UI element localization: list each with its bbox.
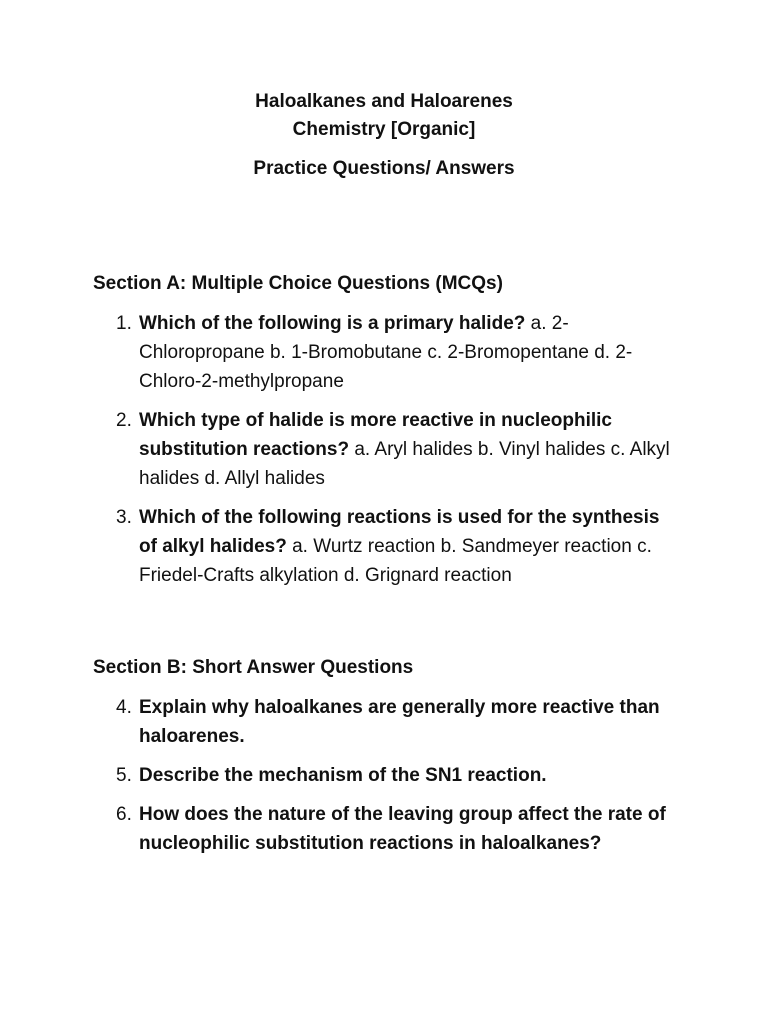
question-item — [0, 406, 674, 493]
question-text: Which of the following is a primary halide? — [139, 313, 526, 334]
question-item — [0, 693, 674, 751]
document-subject: Chemistry [Organic] — [292, 119, 476, 140]
section-a-title: Section A: Multiple Choice Questions (MCQs) — [93, 273, 503, 294]
question-item — [0, 503, 674, 590]
section-b-question-list — [0, 693, 768, 868]
document-title: Haloalkanes and Haloarenes — [255, 91, 513, 112]
question-text: Which type of halide is more reactive in nucleophilic substitution reactions? — [139, 410, 612, 460]
question-item — [0, 761, 674, 790]
question-text: Which of the following reactions is used for the synthesis of alkyl halides? — [139, 507, 660, 557]
question-item — [0, 800, 674, 858]
question-number: 2. — [116, 410, 132, 431]
question-number: 1. — [116, 313, 132, 334]
question-options: a. 2-Chloropropane b. 1-Bromobutane c. 2-Bromopentane d. 2-Chloro-2-methylpropane — [139, 313, 633, 392]
section-a-question-list — [0, 309, 768, 600]
question-item — [0, 309, 674, 396]
question-text: Explain why haloalkanes are generally more reactive than haloarenes. — [139, 697, 660, 747]
question-options: a. Wurtz reaction b. Sandmeyer reaction c. Friedel-Crafts alkylation d. Grignard reaction — [139, 536, 652, 586]
question-number: 3. — [116, 507, 132, 528]
question-options: a. Aryl halides b. Vinyl halides c. Alkyl halides d. Allyl halides — [139, 439, 670, 489]
question-text: How does the nature of the leaving group affect the rate of nucleophilic substitution reactions in haloalkanes? — [139, 804, 666, 854]
section-b-title: Section B: Short Answer Questions — [93, 657, 414, 678]
question-number: 6. — [116, 804, 132, 825]
document-subtitle: Practice Questions/ Answers — [253, 158, 515, 179]
question-number: 5. — [116, 765, 132, 786]
question-number: 4. — [116, 697, 132, 718]
question-text: Describe the mechanism of the SN1 reaction. — [139, 765, 547, 786]
